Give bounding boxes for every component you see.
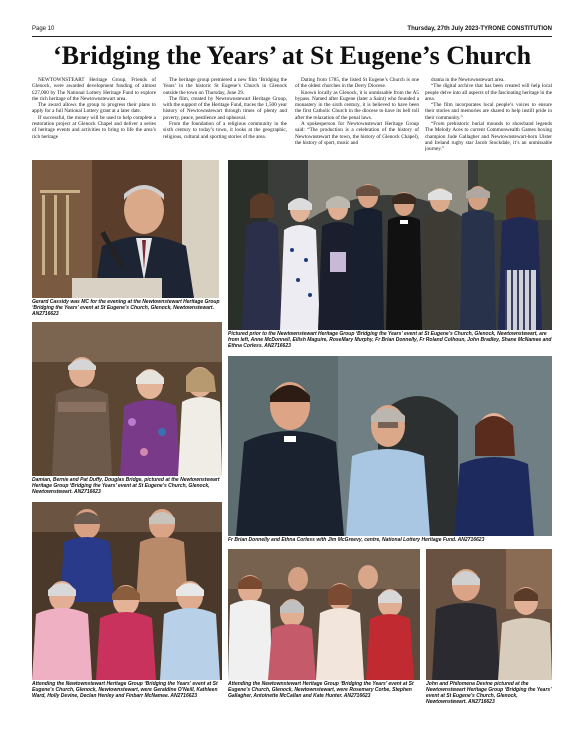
article-column-4 bbox=[425, 77, 552, 159]
paragraph: “The digital archive that has been created will help local people delve into all aspects of the fascinating heritage in the area. bbox=[425, 83, 552, 102]
paragraph: From the foundation of a religious community in the sixth century to today’s town, it looks at the geographic, religious, cultural and sporting stories of the area. bbox=[163, 121, 287, 140]
photo-five-attendees bbox=[32, 502, 222, 680]
article-column-1 bbox=[32, 77, 156, 159]
paragraph: “From prehistoric burial mounds to showband legends The Melody Aces to current Commonwealth Games boxing champion Jude Gallagher and Newtownstewart-born Ulster and Ireland rugby star Jacob Stockdale, it’s an unmissable journey.” bbox=[425, 121, 552, 153]
article-column-2 bbox=[163, 77, 287, 159]
paragraph: A spokesperson for Newtownstewart Heritage Group said: “The production is a celebration of the history of Newtownstewart the town, the history of Glenock Chapel), the history of sport, music and bbox=[295, 121, 419, 146]
caption-five-attendees: Attending the Newtownstewart Heritage Group ‘Bridging the Years’ event at St Eugene’s Church, Glenock, Newtownstewart, were Geraldine O’Neill, Kathleen Ward, Holly Devine, Declan Henley and Finbarr McNamee. AN2716623 bbox=[32, 681, 218, 699]
date-and-paper: Thursday, 27th July 2023-TYRONE CONSTITUTION bbox=[407, 26, 552, 32]
paragraph: “The film incorporates local people’s voices to ensure their stories and memories are shared to help instill pride in their community.” bbox=[425, 102, 552, 121]
paragraph: drama in the Newtownstewart area. bbox=[431, 77, 505, 83]
paragraph: If successful, the money will be used to help complete a restoration project at Glenock Chapel and deliver a series of heritage events and activities to bring to life the area’s rich heritage bbox=[32, 114, 156, 140]
headline: ‘Bridging the Years’ at St Eugene’s Church bbox=[52, 41, 532, 70]
page-header bbox=[32, 26, 552, 36]
caption-mc: Gerard Cassidy was MC for the evening at the Newtownstewart Heritage Group ‘Bridging the Years’ event at St Eugene’s Church, Glenock, Newtownstewart. AN2716623 bbox=[32, 299, 220, 317]
photo-group-eight bbox=[228, 160, 552, 330]
photo-mc-speaking bbox=[32, 160, 219, 298]
caption-devine-couple: John and Philomena Devine pictured at the Newtownstewart Heritage Group ‘Bridging the Years’ event at St Eugene’s Church, Glenock, Newtownstewart. AN2716623 bbox=[426, 681, 552, 705]
photo-four-attendees bbox=[228, 549, 420, 680]
header-rule bbox=[32, 36, 552, 37]
article-column-3 bbox=[295, 77, 419, 159]
page-number: Page 10 bbox=[32, 26, 55, 32]
photo-devine-couple bbox=[426, 549, 552, 680]
paragraph: Known locally as Glenock, it is unmissable from the A5 bypass. Named after Eugene (later a Saint) who founded a monastery in the sixth century, it is believed to have been the first Catholic Church in the diocese to have its bell toll after the relaxation of the penal laws. bbox=[295, 89, 419, 121]
photo-duffy-family bbox=[32, 322, 222, 476]
photo-three-people bbox=[228, 356, 552, 536]
paragraph: NEWTOWNSTEART Heritage Group, Friends of Glenock, were awarded development funding of almost £27,000 by The National Lottery Heritage Fund to explore the rich heritage of the Newtownstewart area. bbox=[32, 77, 156, 102]
paragraph: The award allows the group to progress their plans to apply for a full National Lottery grant at a later date. bbox=[32, 102, 156, 115]
caption-group-eight: Pictured prior to the Newtownstewart Heritage Group ‘Bridging the Years’ event at St Eugene’s Church, Glenock, Newtownstewart, are from left, Anne McDonnell, Eilish Maguire, RoseMary Murphy, Fr Brian Donnelly, Fr Roland Colhoun, John Bradley, Shane McNamee and Ethna Corless. AN2716623 bbox=[228, 331, 552, 349]
caption-three-people: Fr Brian Donnelly and Ethna Corless with Jim McGreevy, centre, National Lottery Heritage Fund. AN2716623 bbox=[228, 537, 485, 543]
paragraph: The film, created by Newtownstewart Heritage Group, with the support of the Heritage Fund, traces the 1,500 year history of Newtownstewart through times of plenty and poverty, peace, pestilence and upheaval. bbox=[163, 95, 287, 121]
paragraph: Dating from 1785, the listed St Eugene’s Church is one of the oldest churches in the Derry Diocese. bbox=[295, 77, 419, 90]
paragraph: The heritage group premiered a new film ‘Bridging the Years’ in the historic St Eugene’s Church in Glenock outside the town on Thursday, June 29. bbox=[163, 77, 287, 96]
caption-four-attendees: Attending the Newtownstewart Heritage Group ‘Bridging the Years’ event at St Eugene’s Church, Glenock, Newtownstewart, were Rosemary Corbe, Stephen Gallagher, Antoinette McCallan and Kate Hunter. AN2716623 bbox=[228, 681, 414, 699]
caption-duffy: Damian, Bernie and Pat Duffy, Douglas Bridge, pictured at the Newtownstewart Heritage Group ‘Bridging the Years’ event at St Eugene’s Church, Glenock, Newtownstewart. AN2716623 bbox=[32, 477, 220, 495]
